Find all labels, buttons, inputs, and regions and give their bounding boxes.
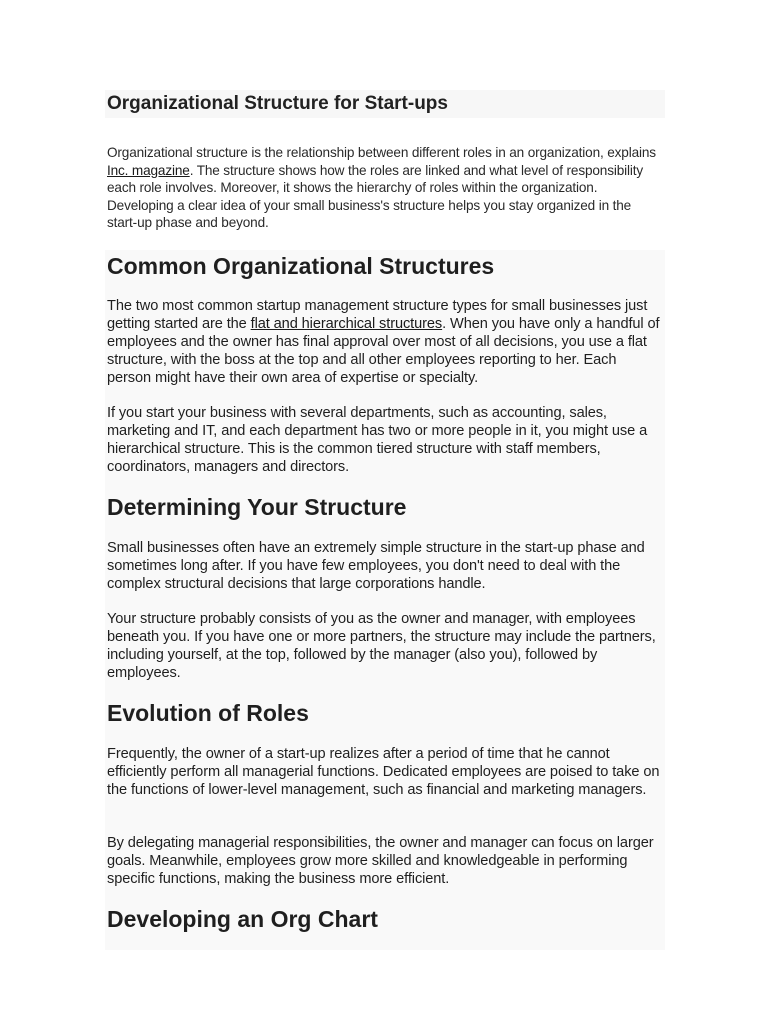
heading-common-structures: Common Organizational Structures xyxy=(107,253,495,279)
paragraph-text-end: . When you have only a handful of employees and the owner has final approval over most of all decisions, you use a flat structure, with the boss at the top and all other employees reporting to her. Each person might have their own area of expertise or specialty. xyxy=(107,316,660,386)
heading-evolution-of-roles: Evolution of Roles xyxy=(107,700,309,726)
intro-paragraph xyxy=(107,144,662,232)
paragraph-determining-structure-1: Small businesses often have an extremely simple structure in the start-up phase and sometimes long after. If you have few employees, you don't need to deal with the complex structural decisions that large corporations handle. xyxy=(107,540,645,592)
page-title: Organizational Structure for Start-ups xyxy=(107,93,448,114)
paragraph-common-structures-2: If you start your business with several departments, such as accounting, sales, marketing and IT, and each department has two or more people in it, you might use a hierarchical structure. This is the common tiered structure with staff members, coordinators, managers and directors. xyxy=(107,405,648,475)
paragraph-text-start: The two most common startup management structure types for small businesses just getting started are the xyxy=(107,298,648,332)
heading-org-chart: Developing an Org Chart xyxy=(107,906,378,932)
flat-hierarchical-link[interactable]: flat and hierarchical structures xyxy=(250,316,443,332)
intro-text-start: Organizational structure is the relationship between different roles in an organization, explains xyxy=(107,145,656,160)
heading-determining-structure: Determining Your Structure xyxy=(107,494,407,520)
paragraph-determining-structure-2: Your structure probably consists of you as the owner and manager, with employees beneath you. If you have one or more partners, the structure may include the partners, including yourself, at the top, followed by the manager (also you), followed by employees. xyxy=(107,611,656,681)
paragraph-evolution-roles-1: Frequently, the owner of a start-up realizes after a period of time that he cannot efficiently perform all managerial functions. Dedicated employees are poised to take on the functions of lower-level management, such as financial and marketing managers. xyxy=(107,746,660,798)
inc-magazine-link[interactable]: Inc. magazine xyxy=(107,162,190,178)
intro-text-end: . The structure shows how the roles are linked and what level of responsibility each role involves. Moreover, it shows the hierarchy of roles within the organization. Developing a clear idea of your small business's structure helps you stay organized in the start-up phase and beyond. xyxy=(107,162,644,231)
paragraph-common-structures-1 xyxy=(107,297,663,387)
paragraph-evolution-roles-2: By delegating managerial responsibilities, the owner and manager can focus on larger goals. Meanwhile, employees grow more skilled and knowledgeable in performing specific functions, making the business more efficient. xyxy=(107,835,654,887)
